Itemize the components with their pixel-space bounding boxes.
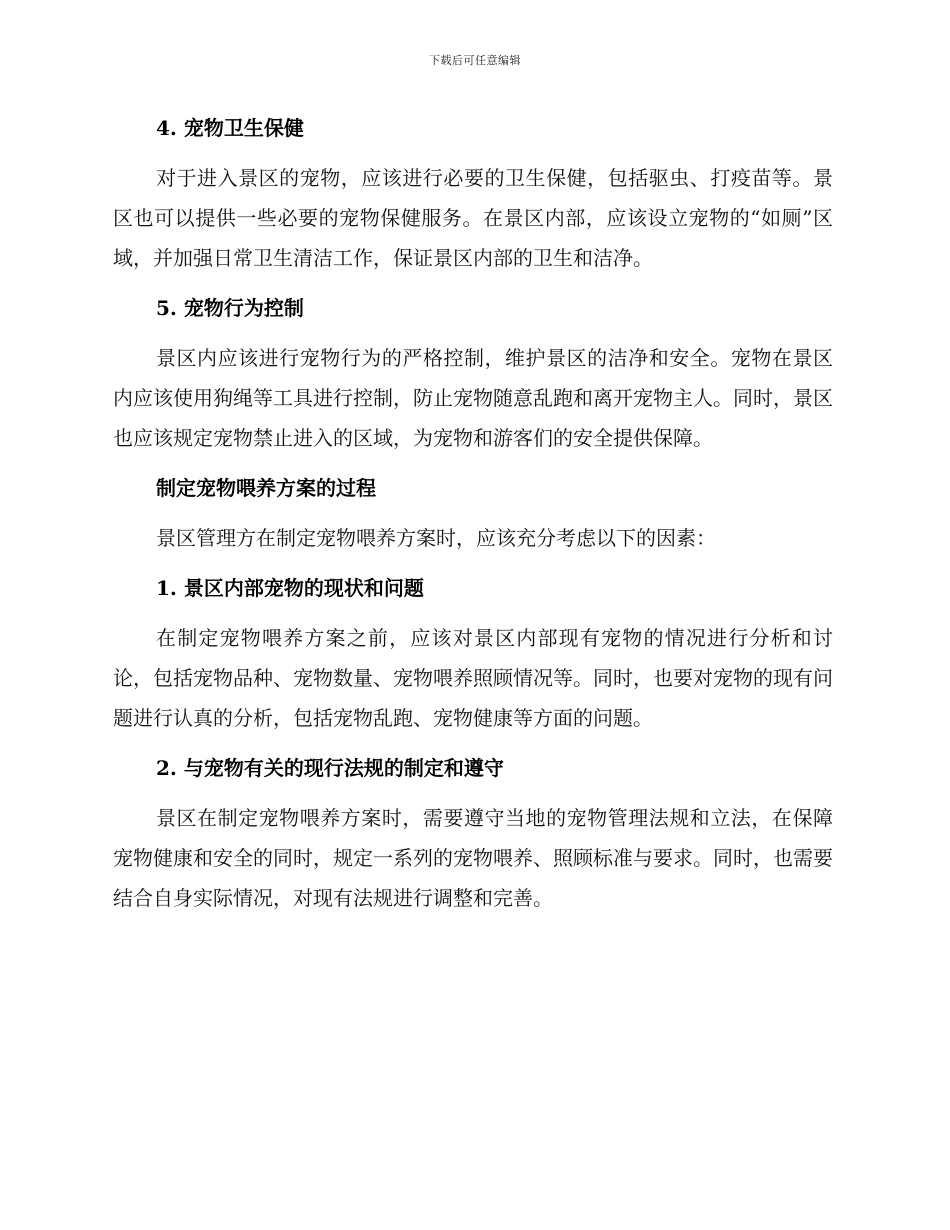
document-body (113, 110, 833, 918)
section-heading-pet-behavior: 5. 宠物行为控制 (156, 296, 304, 320)
section-body-current-status: 在制定宠物喂养方案之前，应该对景区内部现有宠物的情况进行分析和讨论，包括宠物品种、宠物数量、宠物喂养照顾情况等。同时，也要对宠物的现有问题进行认真的分析，包括宠物乱跑、宠物健康等方面的问题。 (113, 626, 833, 730)
section-heading-process: 制定宠物喂养方案的过程 (156, 476, 376, 500)
section-body-pet-behavior: 景区内应该进行宠物行为的严格控制，维护景区的洁净和安全。宠物在景区内应该使用狗绳等工具进行控制，防止宠物随意乱跑和离开宠物主人。同时，景区也应该规定宠物禁止进入的区域，为宠物和游客们的安全提供保障。 (113, 346, 833, 450)
section-body-pet-hygiene: 对于进入景区的宠物，应该进行必要的卫生保健，包括驱虫、打疫苗等。景区也可以提供一些必要的宠物保健服务。在景区内部，应该设立宠物的“如厕”区域，并加强日常卫生清洁工作，保证景区内部的卫生和洁净。 (113, 166, 833, 270)
page-header: 下载后可任意编辑 (429, 54, 521, 67)
section-body-regulations: 景区在制定宠物喂养方案时，需要遵守当地的宠物管理法规和立法，在保障宠物健康和安全的同时，规定一系列的宠物喂养、照顾标准与要求。同时，也需要结合自身实际情况，对现有法规进行调整和完善。 (113, 806, 833, 910)
section-heading-pet-hygiene: 4. 宠物卫生保健 (156, 116, 304, 140)
section-body-process: 景区管理方在制定宠物喂养方案时，应该充分考虑以下的因素： (156, 526, 716, 550)
section-heading-regulations: 2. 与宠物有关的现行法规的制定和遵守 (156, 756, 504, 780)
section-heading-current-status: 1. 景区内部宠物的现状和问题 (156, 576, 424, 600)
